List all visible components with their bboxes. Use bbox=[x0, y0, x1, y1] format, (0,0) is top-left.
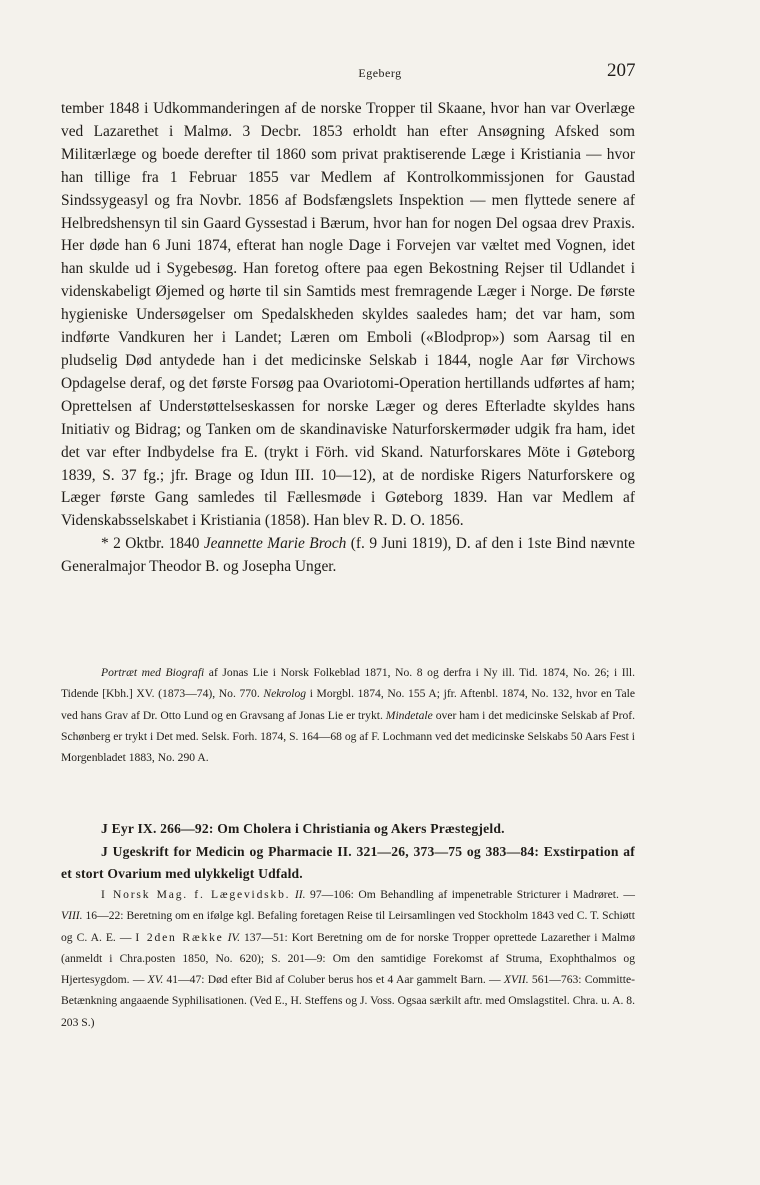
publication-paragraph: I Norsk Mag. f. Lægevidskb. II. 97—106: Om Behandling af impenetrable Stricturer i Madrøret. — VIII. 16—22: Beretning om en ifølge kgl. Befaling foretagen Reise til Leirsamlingen ved Stockholm 1843 ved C. T. Schiøtt og C. A. E. — I 2den Række IV. 137—51: Kort Beretning om de for norske Tropper oprettede Lazarether i Malmø (anmeldt i Chra.posten 1850, No. 620); S. 201—9: Om den samtidige Forekomst af Struma, Exophthalmos og Hjertesygdom. — XV. 41—47: Død efter Bid af Coluber berus hos et 4 Aar gammelt Barn. — XVII. 561—763: Committe-Betænkning angaaende Syphilisationen. (Ved E., H. Steffens og J. Voss. Ogsaa særkilt aftr. med Omslagstitel. Chra. u. A. 8. 203 S.) bbox=[61, 888, 636, 1029]
fraktur-line: J Ugeskrift for Medicin og Pharmacie II. 321—26, 373—75 og 383—84: Exstirpation af et stort Ovarium med ulykkeligt Udfald. bbox=[61, 843, 635, 881]
page-number: 207 bbox=[607, 60, 636, 81]
paragraph: tember 1848 i Udkommanderingen af de norske Tropper til Skaane, hvor han var Overlæge ved Lazarethet i Malmø. 3 Decbr. 1853 erholdt han efter Ansøgning Afsked som Militærlæge og boede derefter til 1860 som privat praktiserende Læge i Kristiania — hvor han tillige fra 1 Februar 1855 var Medlem af Kontrolkommissjonen for Gaustad Sindssygeasyl og fra Novbr. 1856 af Bodsfængslets Inspektion — men flyttede senere af Helbredshensyn til sin Gaard Gyssestad i Bærum, hvor han for nogen Del ogsaa drev Praxis. Her døde han 6 Juni 1874, efterat han nogle Dage i Forvejen var væltet med Vognen, idet han skulde ud i Sygebesøg. Han foretog oftere paa egen Bekostning Rejser til Udlandet i videnskabeligt Øjemed og hørte til sin Samtids mest fremragende Læger i Norge. De første hygieniske Undersøgelser om Spedalskheden skyldes saaledes ham; det var ham, som indførte Vandkuren her i Landet; Læren om Emboli («Blodprop») som Aarsag til en pludselig Død antydede han i det medicinske Selskab i 1844, nogle Aar før Virchows Opdagelse deraf, og det første Forsøg paa Ovariotomi-Operation hertillands udførtes af ham; Oprettelsen af Understøttelseskassen for norske Læger og deres Efterladte skyldes hans Initiativ og Bidrag; og Tanken om de skandinaviske Naturforskermøder udgik fra ham, idet det var efter Indbydelse fra E. (trykt i Förh. vid Skand. Naturforskares Möte i Gøteborg 1839, S. 37 fg.; jfr. Brage og Idun III. 10—12), at de nordiske Rigers Naturforskere og Læger første Gang samledes til Fællesmøde i Gøteborg 1839. Han var Medlem af Videnskabsselskabet i Kristiania (1858). Han blev R. D. O. 1856. bbox=[61, 100, 635, 530]
publication-list bbox=[61, 884, 635, 1033]
references-block bbox=[61, 662, 635, 768]
fraktur-references bbox=[61, 818, 635, 886]
running-header: Egeberg bbox=[358, 66, 402, 80]
paragraph-marriage: * 2 Oktbr. 1840 Jeannette Marie Broch (f. 9 Juni 1819), D. af den i 1ste Bind nævnte Generalmajor Theodor B. og Josepha Unger. bbox=[61, 535, 635, 576]
reference-paragraph: Portræt med Biografi af Jonas Lie i Norsk Folkeblad 1871, No. 8 og derfra i Ny ill. Tid. 1874, No. 26; i Ill. Tidende [Kbh.] XV. (1873—74), No. 770. Nekrolog i Morgbl. 1874, No. 155 A; jfr. Aftenbl. 1874, No. 132, hvor en Tale ved hans Grav af Dr. Otto Lund og en Gravsang af Jonas Lie er trykt. Mindetale over ham i det medicinske Selskab af Prof. Schønberg er trykt i Det med. Selsk. Forh. 1874, S. 164—68 og af F. Lochmann ved det medicinske Selskabs 50 Aars Fest i Morgenbladet 1883, No. 290 A. bbox=[61, 666, 636, 765]
fraktur-line: J Eyr IX. 266—92: Om Cholera i Christiania og Akers Præstegjeld. bbox=[101, 821, 505, 836]
main-text bbox=[61, 98, 635, 579]
spouse-name: Jeannette Marie Broch bbox=[203, 535, 347, 553]
